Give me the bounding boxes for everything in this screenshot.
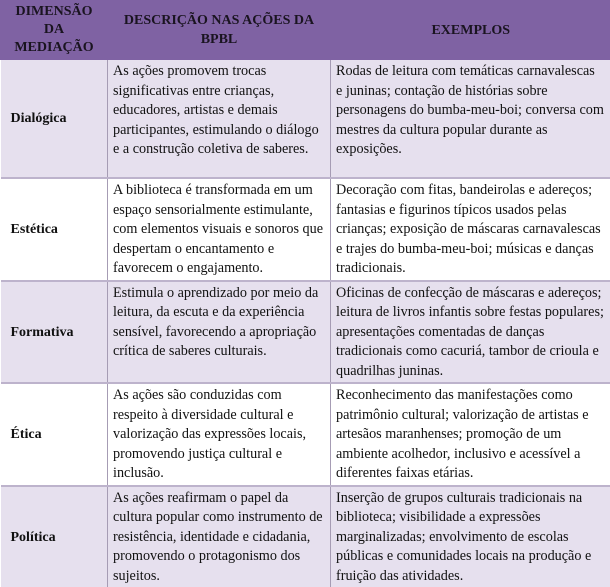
- dimension-cell: Dialógica: [1, 60, 108, 178]
- dimension-cell: Política: [1, 486, 108, 587]
- header-descricao: DESCRIÇÃO NAS AÇÕES DA BPBL: [108, 0, 331, 60]
- examples-cell: Rodas de leitura com temáticas carnavalescas e juninas; contação de histórias sobre personagens do bumba-meu-boi; conversa com mestres da cultura popular durante as exposições.: [331, 60, 610, 178]
- table-row: [1, 60, 610, 178]
- description-cell: As ações promovem trocas significativas entre crianças, educadores, artistas e demais participantes, estimulando o diálogo e a construção coletiva de saberes.: [108, 60, 331, 178]
- table-header: [1, 0, 610, 60]
- header-exemplos: EXEMPLOS: [331, 0, 610, 60]
- description-cell: Estimula o aprendizado por meio da leitura, da escuta e da experiência sensível, favorecendo a apropriação crítica de saberes culturais.: [108, 281, 331, 384]
- description-cell: A biblioteca é transformada em um espaço sensorialmente estimulante, com elementos visuais e sonoros que despertam o encantamento e favorecem o engajamento.: [108, 178, 331, 281]
- examples-cell: Inserção de grupos culturais tradicionais na biblioteca; visibilidade a expressões marginalizadas; envolvimento de escolas públicas e comunidades locais na produção e fruição das atividades.: [331, 486, 610, 587]
- examples-cell: Reconhecimento das manifestações como patrimônio cultural; valorização de artistas e artesãos maranhenses; promoção de um ambiente acolhedor, inclusivo e acessível a diferentes faixas etárias.: [331, 383, 610, 486]
- description-cell: As ações reafirmam o papel da cultura popular como instrumento de resistência, identidade e cidadania, promovendo o protagonismo dos sujeitos.: [108, 486, 331, 587]
- description-cell: As ações são conduzidas com respeito à diversidade cultural e valorização das expressões locais, promovendo justiça cultural e inclusão.: [108, 383, 331, 486]
- header-dimensao: DIMENSÃO DA MEDIAÇÃO: [1, 0, 108, 60]
- table-row: [1, 383, 610, 486]
- dimension-cell: Ética: [1, 383, 108, 486]
- examples-cell: Oficinas de confecção de máscaras e adereços; leitura de livros infantis sobre festas populares; apresentações comentadas de danças tradicionais como cacuriá, tambor de crioula e quadrilhas juninas.: [331, 281, 610, 384]
- table-row: [1, 486, 610, 587]
- dimension-cell: Formativa: [1, 281, 108, 384]
- table-body: [1, 60, 610, 587]
- dimension-cell: Estética: [1, 178, 108, 281]
- header-row: [1, 0, 610, 60]
- table-row: [1, 178, 610, 281]
- examples-cell: Decoração com fitas, bandeirolas e adereços; fantasias e figurinos típicos usados pelas crianças; exposição de máscaras carnavalescas e trajes do bumba-meu-boi; músicas e danças tradicionais.: [331, 178, 610, 281]
- table-row: [1, 281, 610, 384]
